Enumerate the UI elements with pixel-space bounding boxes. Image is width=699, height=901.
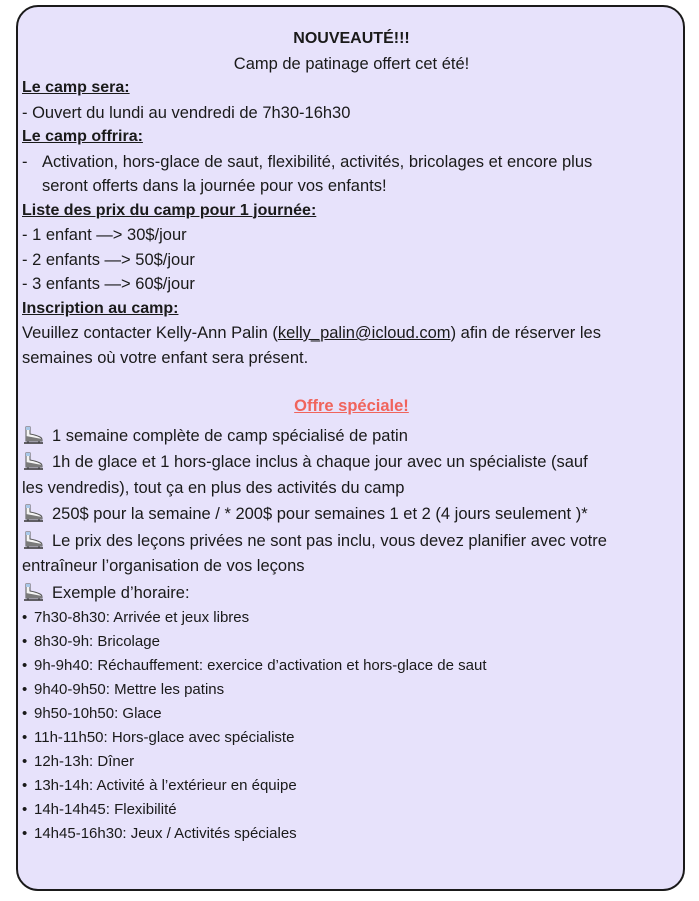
- schedule-text: 11h-11h50: Hors-glace avec spécialiste: [34, 729, 295, 746]
- schedule-item: [22, 606, 681, 630]
- schedule-item: [22, 702, 681, 726]
- section-header-registration: Inscription au camp:: [22, 299, 179, 317]
- special-offer-item: [22, 424, 681, 450]
- schedule-text: 9h-9h40: Réchauffement: exercice d’activation et hors-glace de saut: [34, 657, 487, 674]
- schedule-item: [22, 798, 681, 822]
- special-offer-item-continued: [22, 476, 681, 502]
- ice-skate-icon: [22, 425, 44, 445]
- schedule-text: 8h30-9h: Bricolage: [34, 633, 160, 650]
- special-offer-text: 1h de glace et 1 hors-glace inclus à chaque jour avec un spécialiste (sauf: [52, 453, 588, 471]
- special-offer-item: [22, 450, 681, 476]
- ice-skate-icon: [22, 503, 44, 523]
- schedule-item: [22, 750, 681, 774]
- dash-marker: -: [22, 152, 28, 171]
- special-offer-text: 250$ pour la semaine / * 200$ pour semaines 1 et 2 (4 jours seulement )*: [52, 505, 588, 523]
- price-item: - 3 enfants —> 60$/jour: [22, 275, 195, 293]
- special-offer-item: [22, 502, 681, 528]
- schedule-text: 12h-13h: Dîner: [34, 753, 135, 770]
- schedule-text: 13h-14h: Activité à l’extérieur en équipe: [34, 777, 297, 794]
- registration-text-after: ) afin de réserver les: [450, 324, 601, 342]
- schedule-item: [22, 726, 681, 750]
- hours-line: - Ouvert du lundi au vendredi de 7h30-16h30: [22, 103, 351, 122]
- schedule-item: [22, 678, 681, 702]
- camp-flyer: [16, 5, 685, 891]
- bullet-marker: •: [22, 633, 28, 650]
- ice-skate-icon: [22, 582, 44, 602]
- schedule-text: 14h45-16h30: Jeux / Activités spéciales: [34, 825, 297, 842]
- bullet-marker: •: [22, 705, 28, 722]
- bullet-marker: •: [22, 777, 28, 794]
- special-offer-heading: Offre spéciale!: [294, 397, 409, 415]
- section-header-camp-sera: Le camp sera:: [22, 79, 130, 96]
- schedule-item: [22, 654, 681, 678]
- special-offer-item-continued: [22, 554, 681, 580]
- section-header-prices: Liste des prix du camp pour 1 journée:: [22, 201, 317, 219]
- bullet-marker: •: [22, 657, 28, 674]
- bullet-marker: •: [22, 609, 28, 626]
- ice-skate-icon: [22, 451, 44, 471]
- flyer-subtitle: Camp de patinage offert cet été!: [233, 54, 470, 73]
- offer-line-1: [22, 150, 681, 175]
- special-offer-text: 1 semaine complète de camp spécialisé de patin: [52, 426, 408, 445]
- contact-email: kelly_palin@icloud.com: [277, 324, 451, 342]
- bullet-marker: •: [22, 801, 28, 818]
- offer-line-2: seront offerts dans la journée pour vos enfants!: [42, 177, 387, 195]
- schedule-list: [22, 606, 681, 846]
- price-item: - 2 enfants —> 50$/jour: [22, 250, 195, 269]
- bullet-marker: •: [22, 753, 28, 770]
- bullet-marker: •: [22, 681, 28, 698]
- section-header-camp-offrira: Le camp offrira:: [22, 128, 143, 145]
- schedule-item: [22, 774, 681, 798]
- flyer-title: NOUVEAUTÉ!!!: [293, 30, 410, 47]
- flyer-content: [22, 27, 681, 846]
- special-offer-text: les vendredis), tout ça en plus des activités du camp: [22, 478, 405, 497]
- schedule-text: 14h-14h45: Flexibilité: [34, 801, 177, 818]
- registration-line-1: [22, 321, 681, 346]
- special-offer-item: [22, 529, 681, 555]
- schedule-item: [22, 630, 681, 654]
- schedule-text: 7h30-8h30: Arrivée et jeux libres: [34, 609, 250, 626]
- bullet-marker: •: [22, 825, 28, 842]
- schedule-text: 9h50-10h50: Glace: [34, 705, 162, 722]
- special-offer-text: Le prix des leçons privées ne sont pas inclu, vous devez planifier avec votre: [52, 531, 607, 550]
- registration-text-before: Veuillez contacter Kelly-Ann Palin (: [22, 324, 278, 342]
- schedule-item: [22, 822, 681, 846]
- bullet-marker: •: [22, 729, 28, 746]
- registration-line-2: semaines où votre enfant sera présent.: [22, 348, 309, 367]
- special-offer-item: [22, 581, 681, 607]
- schedule-text: 9h40-9h50: Mettre les patins: [34, 681, 225, 698]
- special-offer-list: [22, 424, 681, 607]
- offer-text-1: Activation, hors-glace de saut, flexibilité, activités, bricolages et encore plus: [42, 152, 593, 171]
- special-offer-heading-row: [22, 394, 681, 419]
- ice-skate-icon: [22, 530, 44, 550]
- special-offer-text: Exemple d’horaire:: [52, 583, 190, 602]
- price-item: - 1 enfant —> 30$/jour: [22, 226, 187, 244]
- special-offer-text: entraîneur l’organisation de vos leçons: [22, 557, 305, 575]
